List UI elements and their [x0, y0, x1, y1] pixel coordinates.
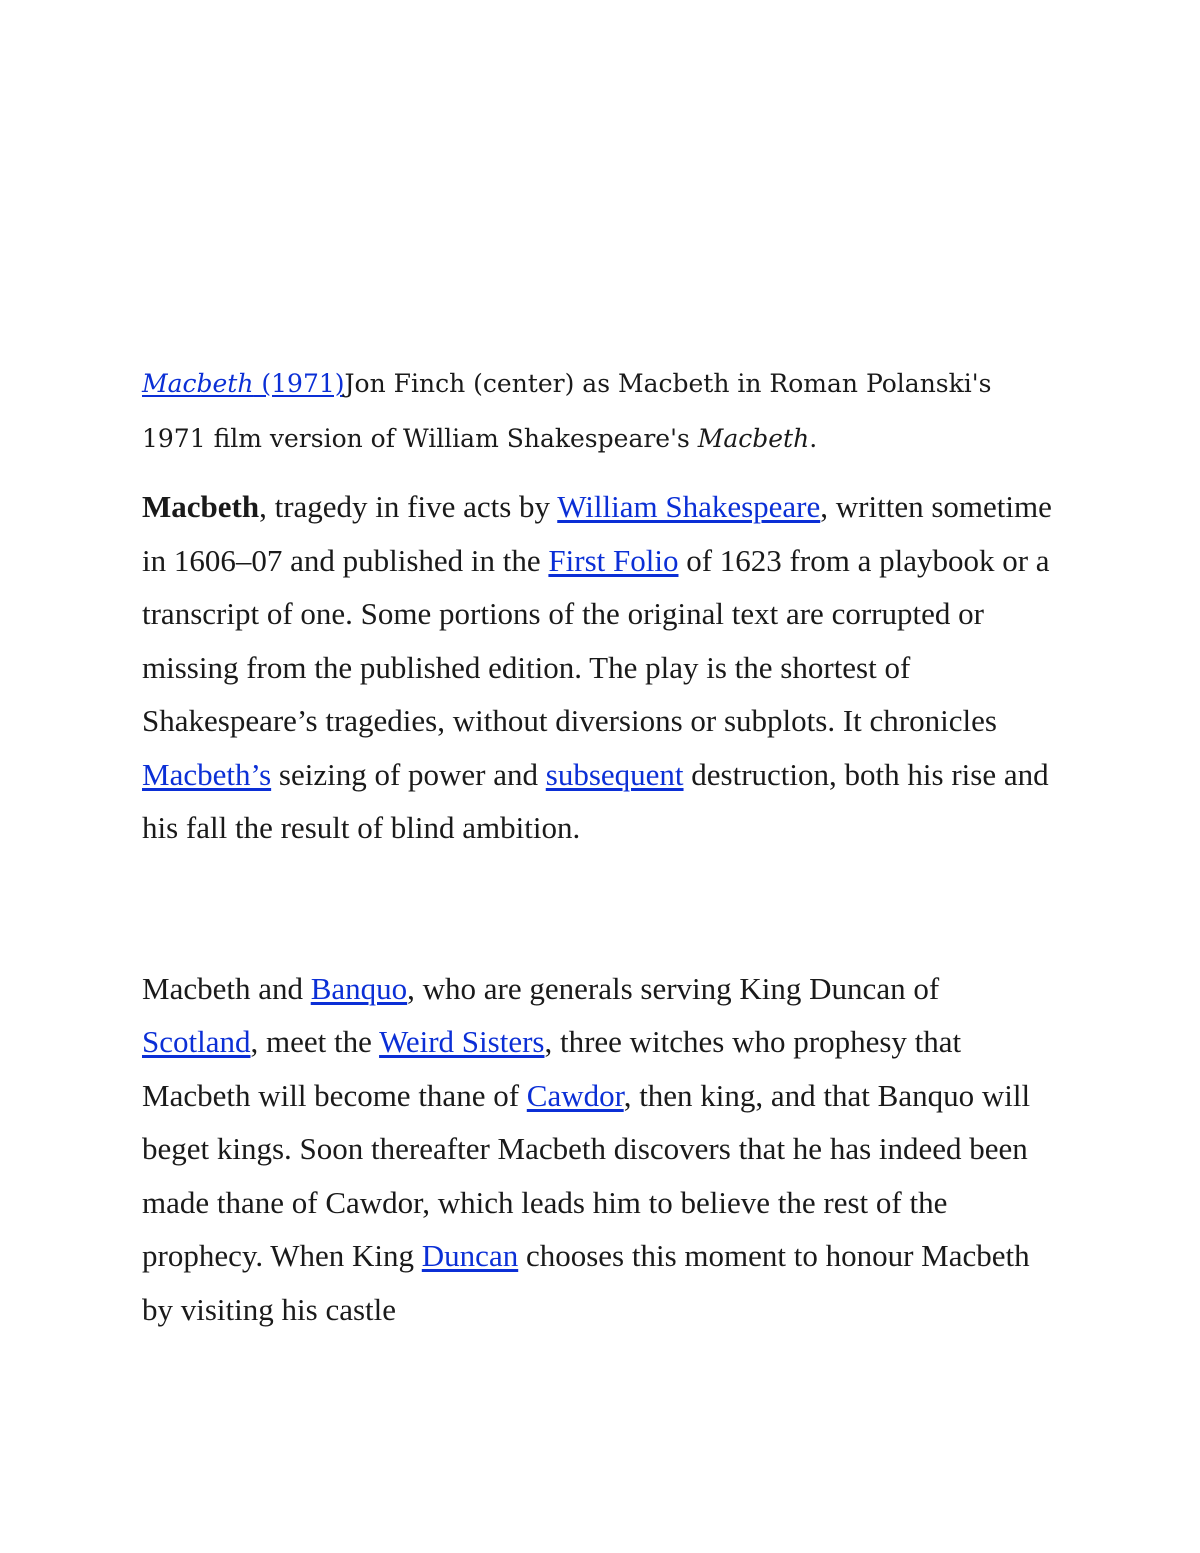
link-banquo[interactable]: Banquo [310, 970, 408, 1006]
p1-text-5: destruction, both his rise and his fall the result of blind ambition. [142, 756, 1049, 845]
p1-text-3: of 1623 from a playbook or a transcript of one. Some portions of the original text are corrupted or missing from the published edition. The play is the shortest of Shakespeare’s tragedies, without diversions or subplots. It chronicles [142, 542, 1050, 738]
p2-text-4: , three witches who prophesy that Macbeth will become thane of [142, 1024, 962, 1113]
paragraph-intro [142, 480, 1062, 855]
paragraph-spacer [142, 855, 1062, 962]
p2-text-5: , then king, and that Banquo will beget kings. Soon thereafter Macbeth discovers that he has indeed been made thane of Cawdor, which leads him to believe the rest of the prophecy. When King [142, 1077, 1031, 1273]
caption-link-macbeth[interactable]: Macbeth [142, 369, 254, 398]
p2-text-6: chooses this moment to honour Macbeth by visiting his castle [142, 1238, 1030, 1327]
p1-text-2: , written sometime in 1606–07 and published in the [142, 489, 1052, 578]
link-subsequent[interactable]: subsequent [545, 756, 684, 792]
p2-text-2: , who are generals serving King Duncan of [407, 970, 940, 1006]
p2-text-1: Macbeth and [142, 970, 311, 1006]
link-macbeths[interactable]: Macbeth’s [142, 756, 272, 792]
image-caption [142, 356, 1062, 466]
link-cawdor[interactable]: Cawdor [526, 1077, 624, 1113]
p1-text-4: seizing of power and [271, 756, 546, 792]
link-william-shakespeare[interactable]: William Shakespeare [557, 489, 821, 524]
caption-italic-title: Macbeth [697, 424, 810, 453]
link-duncan[interactable]: Duncan [421, 1238, 519, 1273]
link-first-folio[interactable]: First Folio [548, 542, 679, 578]
paragraph-plot [142, 962, 1062, 1337]
bold-title: Macbeth [142, 489, 260, 524]
caption-link-year[interactable]: (1971) [253, 369, 345, 398]
document-page [142, 356, 1062, 1336]
caption-text: Jon Finch (center) as Macbeth in Roman Polanski's 1971 film version of William Shakespeare's [142, 369, 992, 453]
p1-text-1: , tragedy in five acts by [259, 489, 558, 524]
link-scotland[interactable]: Scotland [142, 1024, 251, 1059]
caption-end: . [809, 424, 818, 453]
p2-text-3: , meet the [250, 1024, 380, 1059]
link-weird-sisters[interactable]: Weird Sisters [379, 1024, 545, 1059]
